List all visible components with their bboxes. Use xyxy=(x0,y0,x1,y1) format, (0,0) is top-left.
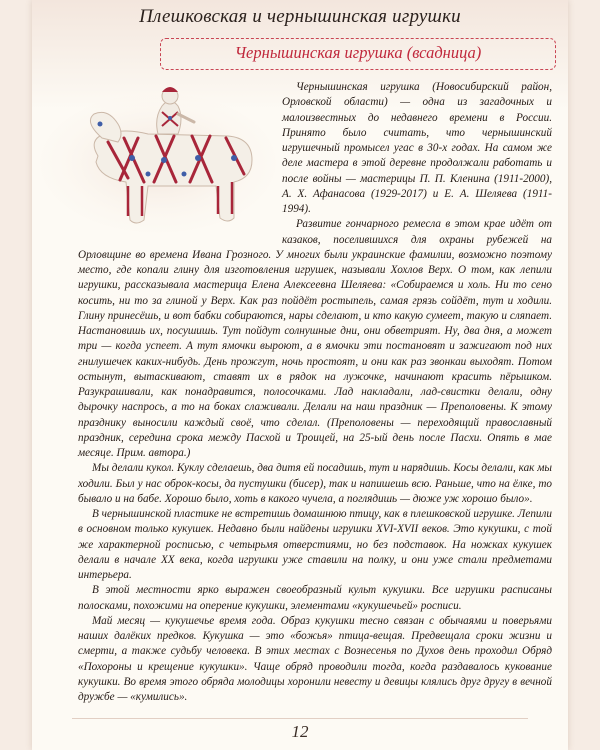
paragraph: Чернышинская игрушка (Новосибирский район, Орловской области) — одна из загадочных и малоизвестных до недавнего времени в России. Принято было считать, что чернышинский игрушечный промысел угас в 30-х годах. На самом же деле мастера в этой деревне продолжали работать и после войны — мастерицы П. П. Кленина (1911-2000), А. Х. Афанасова (1929-2017) и Е. А. Шеляева (1911-1994). xyxy=(282,81,552,215)
book-page xyxy=(32,0,568,750)
chapter-title: Плешковская и чернышинская игрушки xyxy=(139,6,461,27)
paragraph: Мы делали кукол. Куклу сделаешь, два дитя ей посадишь, тут и нарядишь. Косы делали, как мы ходили. Был у нас оброк-косы, да пустушки (бисер), так и напишешь всю. Раньше, что на ёлке, то бывало и на бабе. Хорошо было, хоть в какого чучела, а поглядишь — дюже уж хорошо было». xyxy=(78,462,552,505)
article-body xyxy=(78,80,552,712)
page-number: 12 xyxy=(291,722,309,741)
section-title: Чернышинская игрушка (всадница) xyxy=(234,43,482,62)
footer-divider xyxy=(72,718,528,719)
section-title-frame xyxy=(160,38,556,70)
paragraph: В чернышинской пластике не встретишь домашнюю птицу, как в плешковской игрушке. Лепили в основном только кукушек. Недавно были найдены игрушки XVI-XVII веков. Это кукушки, с той же характерной росписью, с четырьмя отверстиями, но без подставок. На ножках кукушек делали в начале XX века, когда игрушки уже ставили на полку, и они уже стали предметами интерьера. xyxy=(78,508,552,581)
paragraph: Май месяц — кукушечье время года. Образ кукушки тесно связан с обычаями и поверьями наших далёких предков. Кукушка — это «божья» птица-вещая. Предвещала сроки жизни и смерти, а также судьбу человека. В этих местах с Вознесенья по Духов день проходил Обряд «Похороны и крещение кукушки». Чаще обряд проводили тогда, когда раздавалось кукование кукушки. Во время этого обряда молодицы хоронили невесту и девицы клялись друг другу в вечной дружбе — «кумились». xyxy=(78,614,552,703)
paragraph: Развитие гончарного ремесла в этом крае идёт от казаков, поселившихся для охраны рубежей на Орловщине во времена Ивана Грозного. У многих были украинские фамилии, возможно поэтому место, где копали глину для изготовления игрушек, называли Хохлов Верх. О том, как лепили игрушки, рассказывала мастерица Елена Алексеевна Шеляева: «Собираемся и холь. Ни то сено косить, ни то за глиной у Верх. Как раз пойдёт ростыпель, самая грязь сойдёт, тут и ходили. Глину принесёшь, и вот бабки собираются, нары сделают, и кто какую сумеет, такую и сляпает. Настановишь их, посушишь. Тут пойдут солнушные дни, они обветрият. Ну, два дня, а может три — когда успеет. А тут ямочки выроют, а в ямочки эти постановят и зажигают под них гнилушечек каких-нибудь. День прожгут, ночь простоят, и они как раз звонкаи выходят. Потом остынут, вытаскивают, ставят их в рядок на лужочке, начинают красить пёрышком. Разукрашивали, как понадравится, полосочками. Лад накладали, лад-свистки делали, одну дырочку наспрось, а то на боках слаживали. Делали на наш праздник — Преполовены. К этому празднику выносили каждый своё, что сделал. (Преполовены — переходящий православный праздник, середина срока между Пасхой и Троицей, на 25-ый день после Пасхи. Опять в мае месяце. Прим. автора.) xyxy=(78,218,552,459)
paragraph: В этой местности ярко выражен своеобразный культ кукушки. Все игрушки расписаны полосками, похожими на оперение кукушки, элементами «кукушечьей» росписи. xyxy=(78,584,552,612)
figure-spacer xyxy=(78,80,282,238)
